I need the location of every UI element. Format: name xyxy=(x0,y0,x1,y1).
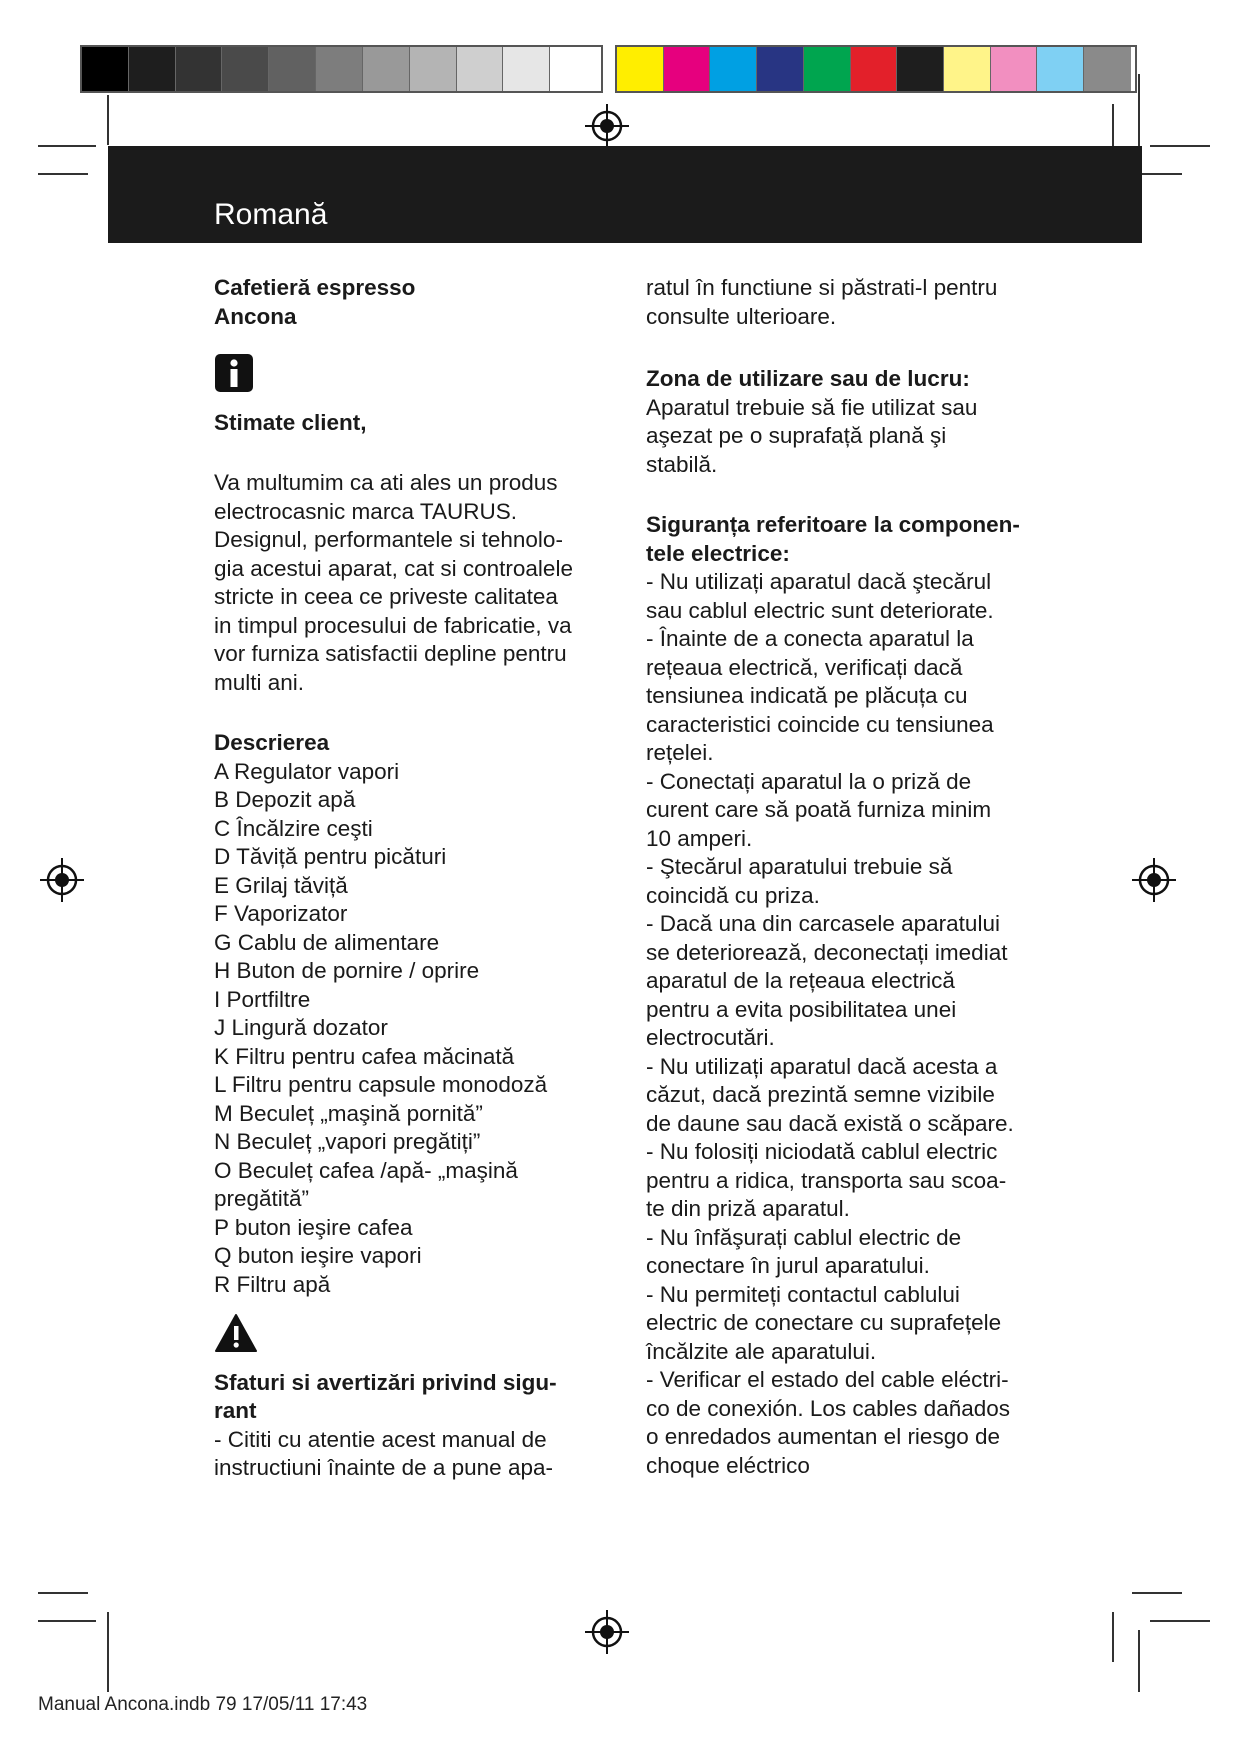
text-line: căzut, dacă prezintă semne vizibile xyxy=(646,1082,995,1107)
text-line: o enredados aumentan el riesgo de xyxy=(646,1424,1001,1449)
gray-swatch xyxy=(269,47,316,91)
process-color-swatch xyxy=(1084,47,1131,91)
text-line: - Dacă una din carcasele aparatului xyxy=(646,911,1000,936)
text-line: rețelei. xyxy=(646,740,714,765)
parts-list xyxy=(214,758,594,1300)
text-line: pentru a evita posibilitatea unei xyxy=(646,996,957,1022)
text-line: electrocutări. xyxy=(646,1025,775,1050)
text-line: - Nu folosiți niciodată cablul electric xyxy=(646,1139,998,1164)
text-line: vor furniza satisfactii depline pentru xyxy=(214,641,567,666)
crop-mark xyxy=(38,1592,88,1594)
intro-paragraph xyxy=(214,469,594,697)
crop-mark xyxy=(38,1620,96,1622)
text-line: instructiuni înainte de a pune apa- xyxy=(214,1455,553,1480)
text-line: consulte ulterioare. xyxy=(646,303,837,329)
gray-swatch xyxy=(503,47,550,91)
list-item: F Vaporizator xyxy=(214,901,348,926)
process-color-swatch xyxy=(897,47,944,91)
gray-swatch xyxy=(550,47,597,91)
list-item: G Cablu de alimentare xyxy=(214,929,440,955)
text-line: Designul, performantele si tehnolo- xyxy=(214,527,563,552)
text-line: - Nu utilizați aparatul dacă acesta a xyxy=(646,1053,998,1079)
usage-paragraph xyxy=(646,394,1056,480)
greeting: Stimate client, xyxy=(214,409,367,435)
text-line: - Înainte de a conecta aparatul la xyxy=(646,626,974,651)
gray-swatch xyxy=(457,47,504,91)
crop-mark xyxy=(1150,145,1210,147)
text-line: - Nu înfăşurați cablul electric de xyxy=(646,1224,962,1250)
text-line: coincidă cu priza. xyxy=(646,882,820,908)
text-line: sau cablul electric sunt deteriorate. xyxy=(646,597,994,623)
left-column xyxy=(214,274,594,1483)
crop-mark xyxy=(1138,74,1140,154)
text-line: pentru a ridica, transporta sau scoa- xyxy=(646,1167,1007,1193)
text-line: stricte in ceea ce priveste calitatea xyxy=(214,584,558,609)
print-slug: Manual Ancona.indb 79 17/05/11 17:43 xyxy=(38,1694,368,1715)
registration-mark-bottom xyxy=(585,1610,629,1654)
text-line: se deteriorează, deconectați imediat xyxy=(646,939,1008,965)
process-color-swatch xyxy=(664,47,711,91)
registration-mark-left xyxy=(40,858,84,902)
list-item: E Grilaj tăviță xyxy=(214,872,348,898)
page-title: Romană xyxy=(214,198,328,231)
description-heading: Descrierea xyxy=(214,730,330,755)
crop-mark xyxy=(1112,1612,1114,1662)
list-item: N Beculeț „vapori pregătiți” xyxy=(214,1129,481,1154)
text-line: ratul în functiune si păstrati-l pentru xyxy=(646,275,998,300)
process-color-swatch xyxy=(991,47,1038,91)
list-item: A Regulator vapori xyxy=(214,758,400,784)
process-color-swatch xyxy=(710,47,757,91)
list-item: M Beculeț „maşină pornită” xyxy=(214,1100,483,1126)
text-line: conectare în jurul aparatului. xyxy=(646,1253,930,1278)
grayscale-bar xyxy=(80,45,603,93)
safety-heading xyxy=(214,1369,594,1426)
heading-line: tele electrice: xyxy=(646,540,790,566)
registration-mark-top xyxy=(585,104,629,148)
info-icon xyxy=(214,353,254,393)
warning-icon xyxy=(214,1313,258,1353)
list-item: J Lingură dozator xyxy=(214,1015,388,1040)
list-item: Q buton ieşire vapori xyxy=(214,1243,422,1268)
text-line: curent care să poată furniza minim xyxy=(646,797,992,822)
gray-swatch xyxy=(176,47,223,91)
product-title: Cafetieră espresso xyxy=(214,275,416,300)
gray-swatch xyxy=(222,47,269,91)
crop-mark xyxy=(38,173,88,175)
text-line: aşezat pe o suprafață plană şi xyxy=(646,423,947,448)
text-line: in timpul procesului de fabricatie, va xyxy=(214,612,572,638)
text-line: - Cititi cu atentie acest manual de xyxy=(214,1426,547,1452)
text-line: electrocasnic marca TAURUS. xyxy=(214,498,518,524)
gray-swatch xyxy=(410,47,457,91)
list-item: I Portfiltre xyxy=(214,986,311,1012)
text-line: aparatul de la rețeaua electrică xyxy=(646,968,955,993)
gray-swatch xyxy=(129,47,176,91)
list-item: K Filtru pentru cafea măcinată xyxy=(214,1043,515,1069)
crop-mark xyxy=(107,1612,109,1692)
product-model: Ancona xyxy=(214,303,297,329)
text-line: încălzite ale aparatului. xyxy=(646,1338,877,1364)
list-item: O Beculeț cafea /apă- „maşină xyxy=(214,1157,518,1183)
text-line: - Conectați aparatul la o priză de xyxy=(646,768,972,794)
text-line: 10 amperi. xyxy=(646,825,753,851)
process-color-swatch xyxy=(617,47,664,91)
list-item: B Depozit apă xyxy=(214,787,356,812)
gray-swatch xyxy=(316,47,363,91)
process-color-swatch xyxy=(804,47,851,91)
crop-mark xyxy=(1150,1620,1210,1622)
heading-line: rant xyxy=(214,1398,257,1423)
text-line: tensiunea indicată pe plăcuța cu xyxy=(646,683,968,708)
text-line: de daune sau dacă există o scăpare. xyxy=(646,1110,1014,1136)
color-bar xyxy=(615,45,1137,93)
text-line: choque eléctrico xyxy=(646,1452,810,1478)
text-line: electric de conectare cu suprafețele xyxy=(646,1310,1002,1335)
text-line: rețeaua electrică, verificați dacă xyxy=(646,654,963,680)
registration-mark-right xyxy=(1132,858,1176,902)
process-color-swatch xyxy=(851,47,898,91)
text-line: co de conexión. Los cables dañados xyxy=(646,1395,1011,1421)
text-line: te din priză aparatul. xyxy=(646,1196,850,1221)
crop-mark xyxy=(107,95,109,145)
list-item: D Tăviță pentru picături xyxy=(214,844,447,869)
text-line: gia acestui aparat, cat si controalele xyxy=(214,555,573,581)
crop-mark xyxy=(1138,1630,1140,1692)
list-item: H Buton de pornire / oprire xyxy=(214,958,480,983)
text-line: - Verificar el estado del cable eléctri- xyxy=(646,1367,1009,1392)
heading-line: Sfaturi si avertizări privind sigu- xyxy=(214,1369,557,1395)
process-color-swatch xyxy=(757,47,804,91)
text-line: caracteristici coincide cu tensiunea xyxy=(646,711,994,737)
safety-intro xyxy=(214,1426,594,1483)
gray-swatch xyxy=(82,47,129,91)
process-color-swatch xyxy=(944,47,991,91)
list-item: R Filtru apă xyxy=(214,1271,331,1297)
list-item: L Filtru pentru capsule monodoză xyxy=(214,1072,548,1097)
list-item: pregătită” xyxy=(214,1186,310,1211)
crop-mark xyxy=(38,145,96,147)
text-line: Va multumim ca ati ales un produs xyxy=(214,470,558,495)
heading-line: Siguranța referitoare la componen- xyxy=(646,512,1020,537)
list-item: P buton ieşire cafea xyxy=(214,1214,413,1240)
usage-heading: Zona de utilizare sau de lucru: xyxy=(646,366,970,391)
right-column xyxy=(646,274,1056,1480)
electrical-safety-list xyxy=(646,568,1056,1480)
electrical-heading xyxy=(646,511,1056,568)
text-line: stabilă. xyxy=(646,451,718,477)
process-color-swatch xyxy=(1037,47,1084,91)
list-item: C Încălzire ceşti xyxy=(214,815,373,841)
text-line: multi ani. xyxy=(214,669,305,695)
continuation-paragraph xyxy=(646,274,1056,331)
crop-mark xyxy=(1132,1592,1182,1594)
text-line: Aparatul trebuie să fie utilizat sau xyxy=(646,394,978,420)
gray-swatch xyxy=(363,47,410,91)
text-line: - Ştecărul aparatului trebuie să xyxy=(646,854,953,879)
text-line: - Nu utilizați aparatul dacă ştecărul xyxy=(646,569,992,594)
text-line: - Nu permiteți contactul cablului xyxy=(646,1281,960,1307)
